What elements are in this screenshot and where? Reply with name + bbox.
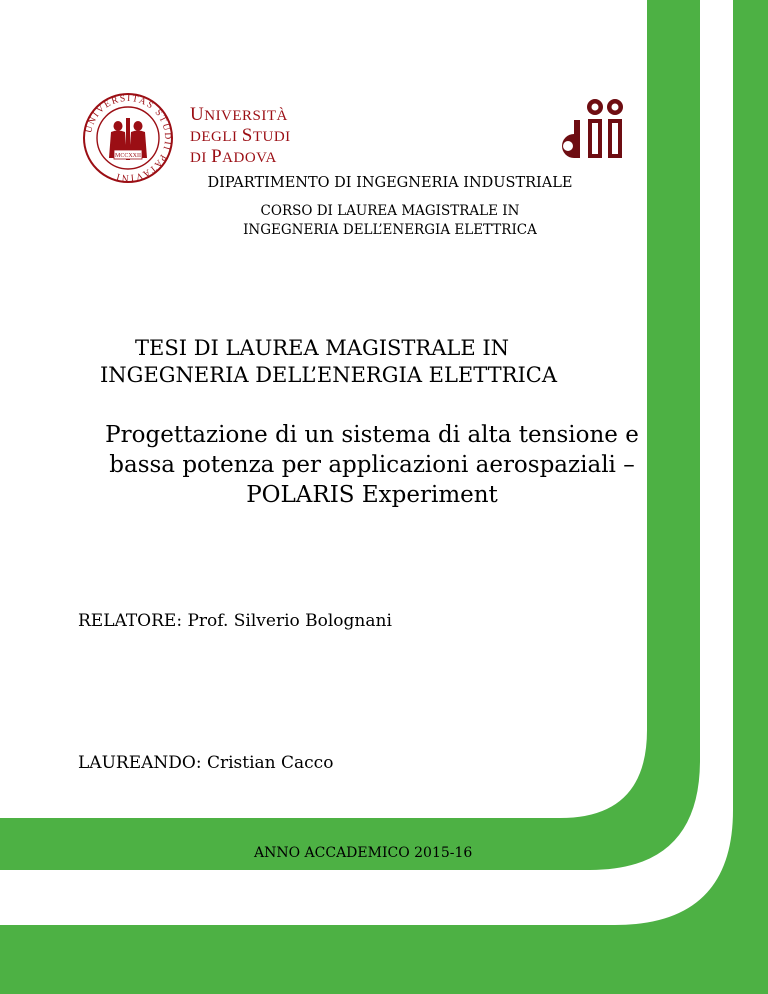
thesis-title-line2: bassa potenza per applicazioni aerospaziali – bbox=[109, 452, 635, 478]
thesis-title-line1: Progettazione di un sistema di alta tensione e bbox=[105, 422, 639, 448]
academic-year: ANNO ACCADEMICO 2015-16 bbox=[254, 845, 473, 861]
course-line1: CORSO DI LAUREA MAGISTRALE IN bbox=[260, 203, 520, 219]
dii-logo-icon bbox=[558, 98, 626, 160]
thesis-type-line2: INGEGNERIA DELL’ENERGIA ELETTRICA bbox=[100, 363, 558, 387]
seal-text: UNIVERSITAS STUDII PATAVINI bbox=[84, 93, 173, 183]
seal-year: MCCXXII bbox=[114, 153, 142, 159]
course-line2: INGEGNERIA DELL’ENERGIA ELETTRICA bbox=[243, 222, 537, 238]
supervisor: RELATORE: Prof. Silverio Bolognani bbox=[78, 611, 392, 631]
thesis-type-line1: TESI DI LAUREA MAGISTRALE IN bbox=[135, 336, 510, 360]
university-name-line3: DI PADOVA bbox=[190, 146, 277, 167]
university-name-line2: DEGLI STUDI bbox=[190, 125, 291, 146]
university-name-line1: UNIVERSITÀ bbox=[190, 104, 288, 125]
department-name: DIPARTIMENTO DI INGEGNERIA INDUSTRIALE bbox=[207, 175, 573, 191]
thesis-title-line3: POLARIS Experiment bbox=[246, 482, 498, 508]
university-seal-icon bbox=[82, 92, 174, 184]
candidate: LAUREANDO: Cristian Cacco bbox=[78, 753, 334, 773]
